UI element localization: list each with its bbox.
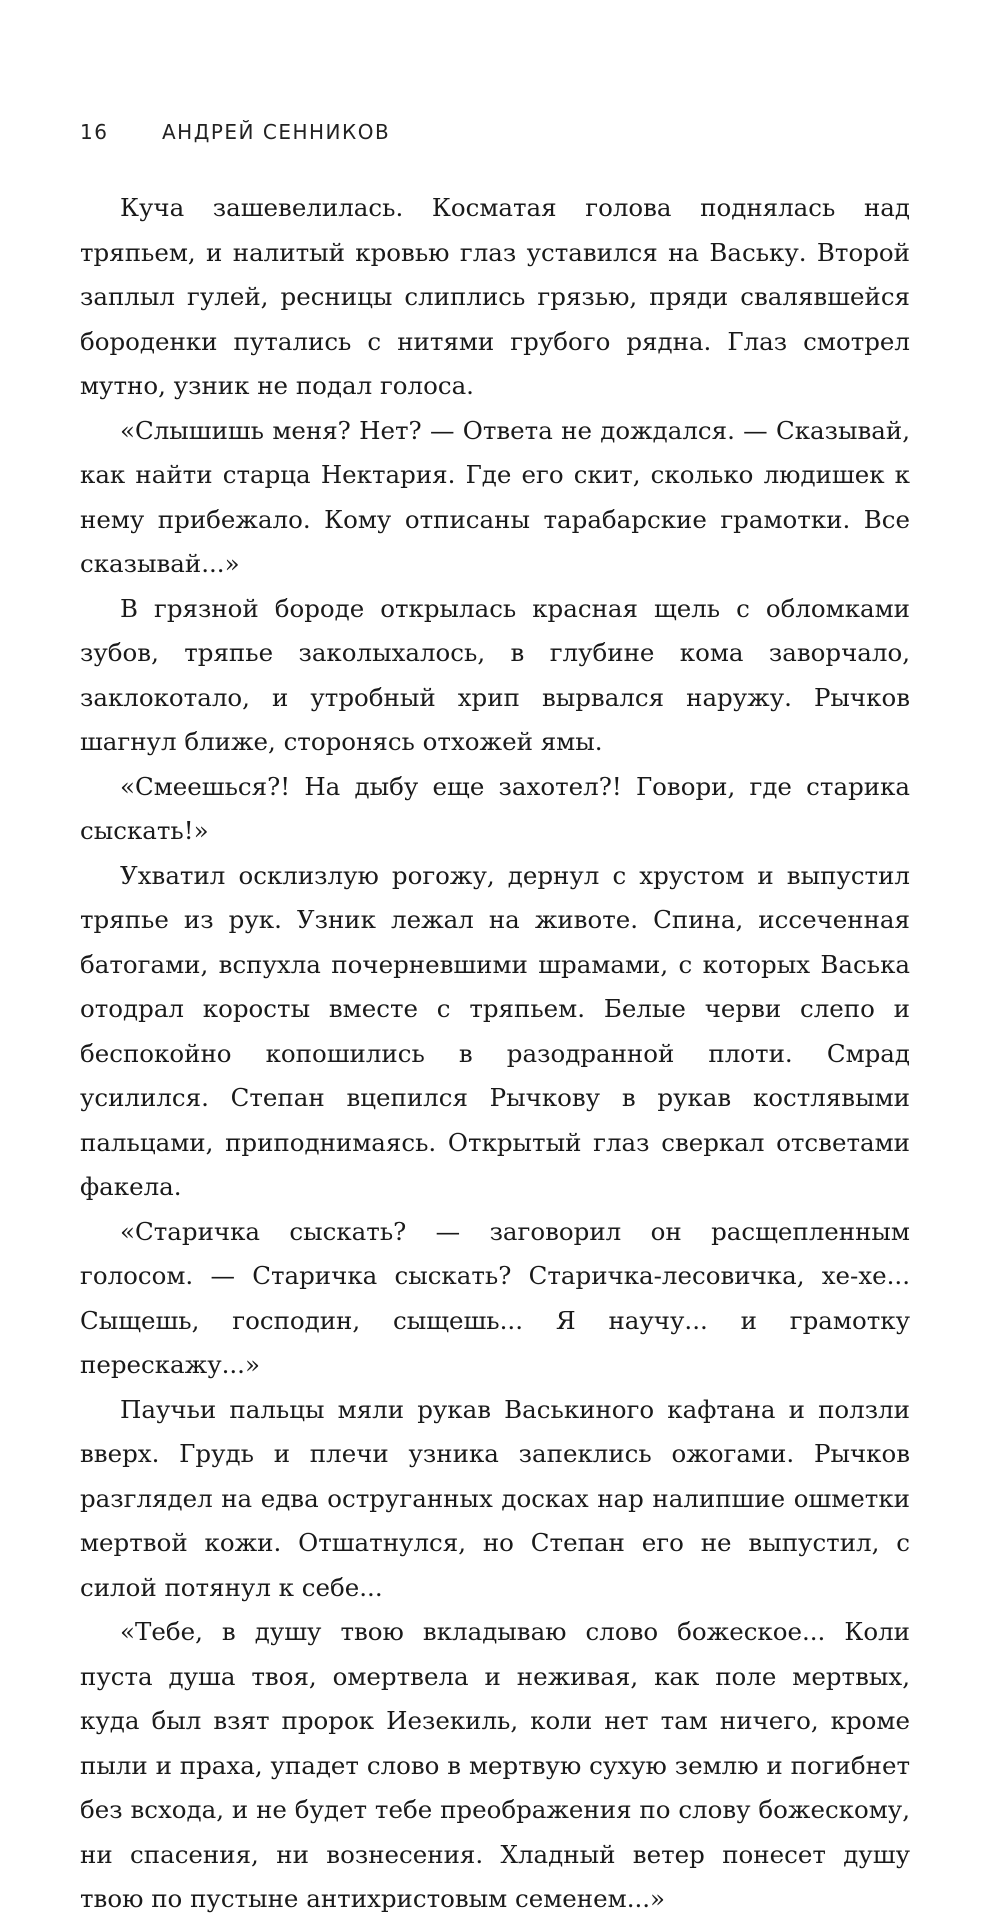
paragraph: «Слышишь меня? Нет? — Ответа не дождался. — Сказывай, как найти старца Нектария. Где его скит, сколько людишек к нему прибежало. Кому отписаны тарабарские грамотки. Все сказывай...» [80,415,910,578]
paragraph: «Смеешься?! На дыбу еще захотел?! Говори, где старика сыскать!» [80,771,910,845]
paragraph: Куча зашевелилась. Косматая голова поднялась над тряпьем, и налитый кровью глаз уставился на Ваську. Второй заплыл гулей, ресницы слиплись грязью, пряди свалявшейся бороденки путались с нитями грубого рядна. Глаз смотрел мутно, узник не подал голоса. [80,193,910,400]
body-text [80,186,910,1922]
running-head [80,120,390,152]
page-number: 16 [80,120,109,144]
paragraph: В грязной бороде открылась красная щель с обломками зубов, тряпье заколыхалось, в глубине кома заворчало, заклокотало, и утробный хрип вырвался наружу. Рычков шагнул ближе, сторонясь отхожей ямы. [80,593,910,756]
author-name: АНДРЕЙ СЕННИКОВ [162,120,391,144]
paragraph: Паучьи пальцы мяли рукав Васькиного кафтана и ползли вверх. Грудь и плечи узника запеклись ожогами. Рычков разглядел на едва оструганных досках нар налипшие ошметки мертвой кожи. Отшатнулся, но Степан его не выпустил, с силой потянул к себе... [80,1394,910,1602]
paragraph: «Старичка сыскать? — заговорил он расщепленным голосом. — Старичка сыскать? Старичка-лесовичка, хе-хе... Сыщешь, господин, сыщешь... Я научу... и грамотку перескажу...» [80,1216,910,1379]
paragraph: Ухватил осклизлую рогожу, дернул с хрустом и выпустил тряпье из рук. Узник лежал на животе. Спина, иссеченная батогами, вспухла почерневшими шрамами, с которых Васька отодрал коросты вместе с тряпьем. Белые черви слепо и беспокойно копошились в разодранной плоти. Смрад усилился. Степан вцепился Рычкову в рукав костлявыми пальцами, приподнимаясь. Открытый глаз сверкал отсветами факела. [80,860,910,1201]
paragraph: «Тебе, в душу твою вкладываю слово божеское... Коли пуста душа твоя, омертвела и неживая, как поле мертвых, куда был взят пророк Иезекиль, коли нет там ничего, кроме пыли и праха, упадет слово в мертвую сухую землю и погибнет без всхода, и не будет тебе преображения по слову божескому, ни спасения, ни вознесения. Хладный ветер понесет душу твою по пустыне антихристовым семенем...» [80,1617,910,1913]
